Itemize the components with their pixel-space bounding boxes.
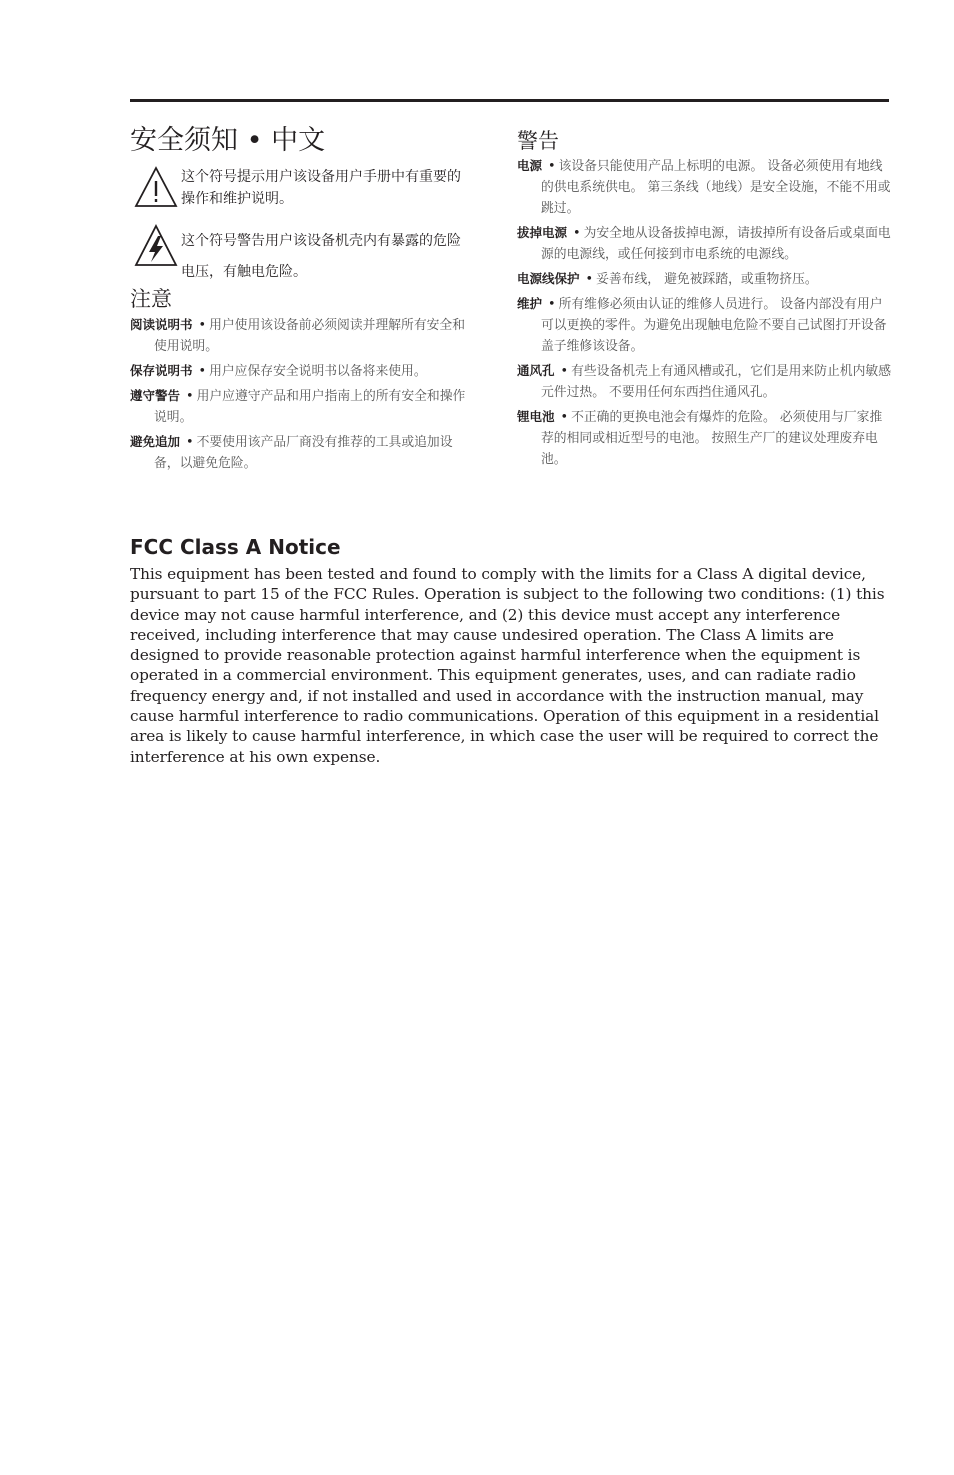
bullet-icon: • (560, 410, 569, 425)
item-text: 该设备只能使用产品上标明的电源。 设备必须使用有地线的供电系统供电。 第三条线（地线）是安全设施，不能不用或跳过。 (541, 159, 891, 216)
notice-title: 注意 (130, 287, 172, 311)
item-text: 用户使用该设备前必须阅读并理解所有安全和使用说明。 (154, 318, 466, 354)
warning-title: 警告 (517, 129, 559, 153)
symbol-note-text: 这个符号提示用户该设备用户手册中有重要的操作和维护说明。 (181, 169, 461, 207)
item-label: 锂电池 (517, 409, 555, 424)
item-text: 有些设备机壳上有通风槽或孔，它们是用来防止机内敏感元件过热。 不要用任何东西挡住通风孔。 (541, 364, 891, 400)
exclamation-triangle-icon (134, 166, 178, 208)
page-title: 安全须知 • 中文 (130, 125, 326, 156)
safety-column-right (517, 122, 892, 473)
item-label: 阅读说明书 (130, 317, 193, 332)
item-text: 为安全地从设备拔掉电源，请拔掉所有设备后或桌面电源的电源线，或任何接到市电系统的电源线。 (541, 226, 891, 262)
bullet-icon: • (198, 364, 207, 379)
warning-list (517, 155, 892, 470)
bullet-icon: • (186, 435, 194, 450)
list-item (517, 406, 892, 470)
bullet-icon: • (548, 159, 556, 174)
item-label: 避免追加 (130, 434, 181, 449)
list-item (130, 360, 470, 382)
notice-list (130, 314, 470, 474)
fcc-title: FCC Class A Notice (130, 535, 341, 559)
list-item (130, 431, 470, 474)
fcc-notice (130, 533, 890, 767)
item-label: 通风孔 (517, 363, 555, 378)
bullet-icon: • (585, 272, 594, 287)
item-text: 不要使用该产品厂商没有推荐的工具或追加设备，以避免危险。 (154, 435, 453, 471)
bullet-icon: • (573, 226, 581, 241)
item-text: 不正确的更换电池会有爆炸的危险。 必须使用与厂家推荐的相同或相近型号的电池。 按照生产厂的建议处理废弃电池。 (541, 410, 883, 467)
bullet-icon: • (548, 297, 556, 312)
item-label: 维护 (517, 296, 543, 311)
symbol-note-lightning (130, 226, 470, 280)
item-label: 遵守警告 (130, 388, 181, 403)
fcc-body: This equipment has been tested and found to comply with the limits for a Class A digital device, pursuant to part 15 of the FCC Rules. Operation is subject to the following two conditions: (1) this device may not cause harmful interference, and (2) this device must accept any interference received, including interference that may cause undesired operation. The Class A limits are designed to provide reasonable protection against harmful interference when the equipment is operated in a commercial environment. This equipment generates, uses, and can radiate radio frequency energy and, if not installed and used in accordance with the instruction manual, may cause harmful interference to radio communications. Operation of this equipment in a residential area is likely to cause harmful interference, in which case the user will be required to correct the interference at his own expense. (130, 565, 885, 766)
list-item (517, 222, 892, 265)
top-rule (130, 99, 889, 102)
list-item (130, 385, 470, 428)
item-label: 电源 (517, 158, 543, 173)
bullet-icon: • (198, 318, 207, 333)
symbol-note-text: 这个符号警告用户该设备机壳内有暴露的危险电压，有触电危险。 (181, 233, 461, 280)
item-label: 保存说明书 (130, 363, 193, 378)
item-text: 所有维修必须由认证的维修人员进行。 设备内部没有用户可以更换的零件。为避免出现触电危险不要自己试图打开设备盖子维修该设备。 (541, 297, 887, 354)
item-text: 妥善布线， 避免被踩踏，或重物挤压。 (596, 272, 818, 287)
item-text: 用户应保存安全说明书以备将来使用。 (209, 364, 427, 379)
safety-column-left (130, 122, 470, 477)
list-item (517, 360, 892, 403)
list-item (517, 293, 892, 357)
bullet-icon: • (560, 364, 569, 379)
item-label: 电源线保护 (517, 271, 580, 286)
list-item (130, 314, 470, 357)
bullet-icon: • (186, 389, 194, 404)
item-label: 拔掉电源 (517, 225, 568, 240)
list-item (517, 155, 892, 219)
list-item (517, 268, 892, 290)
lightning-triangle-icon (134, 224, 178, 268)
item-text: 用户应遵守产品和用户指南上的所有安全和操作说明。 (154, 389, 466, 425)
symbol-note-exclamation (130, 166, 470, 210)
